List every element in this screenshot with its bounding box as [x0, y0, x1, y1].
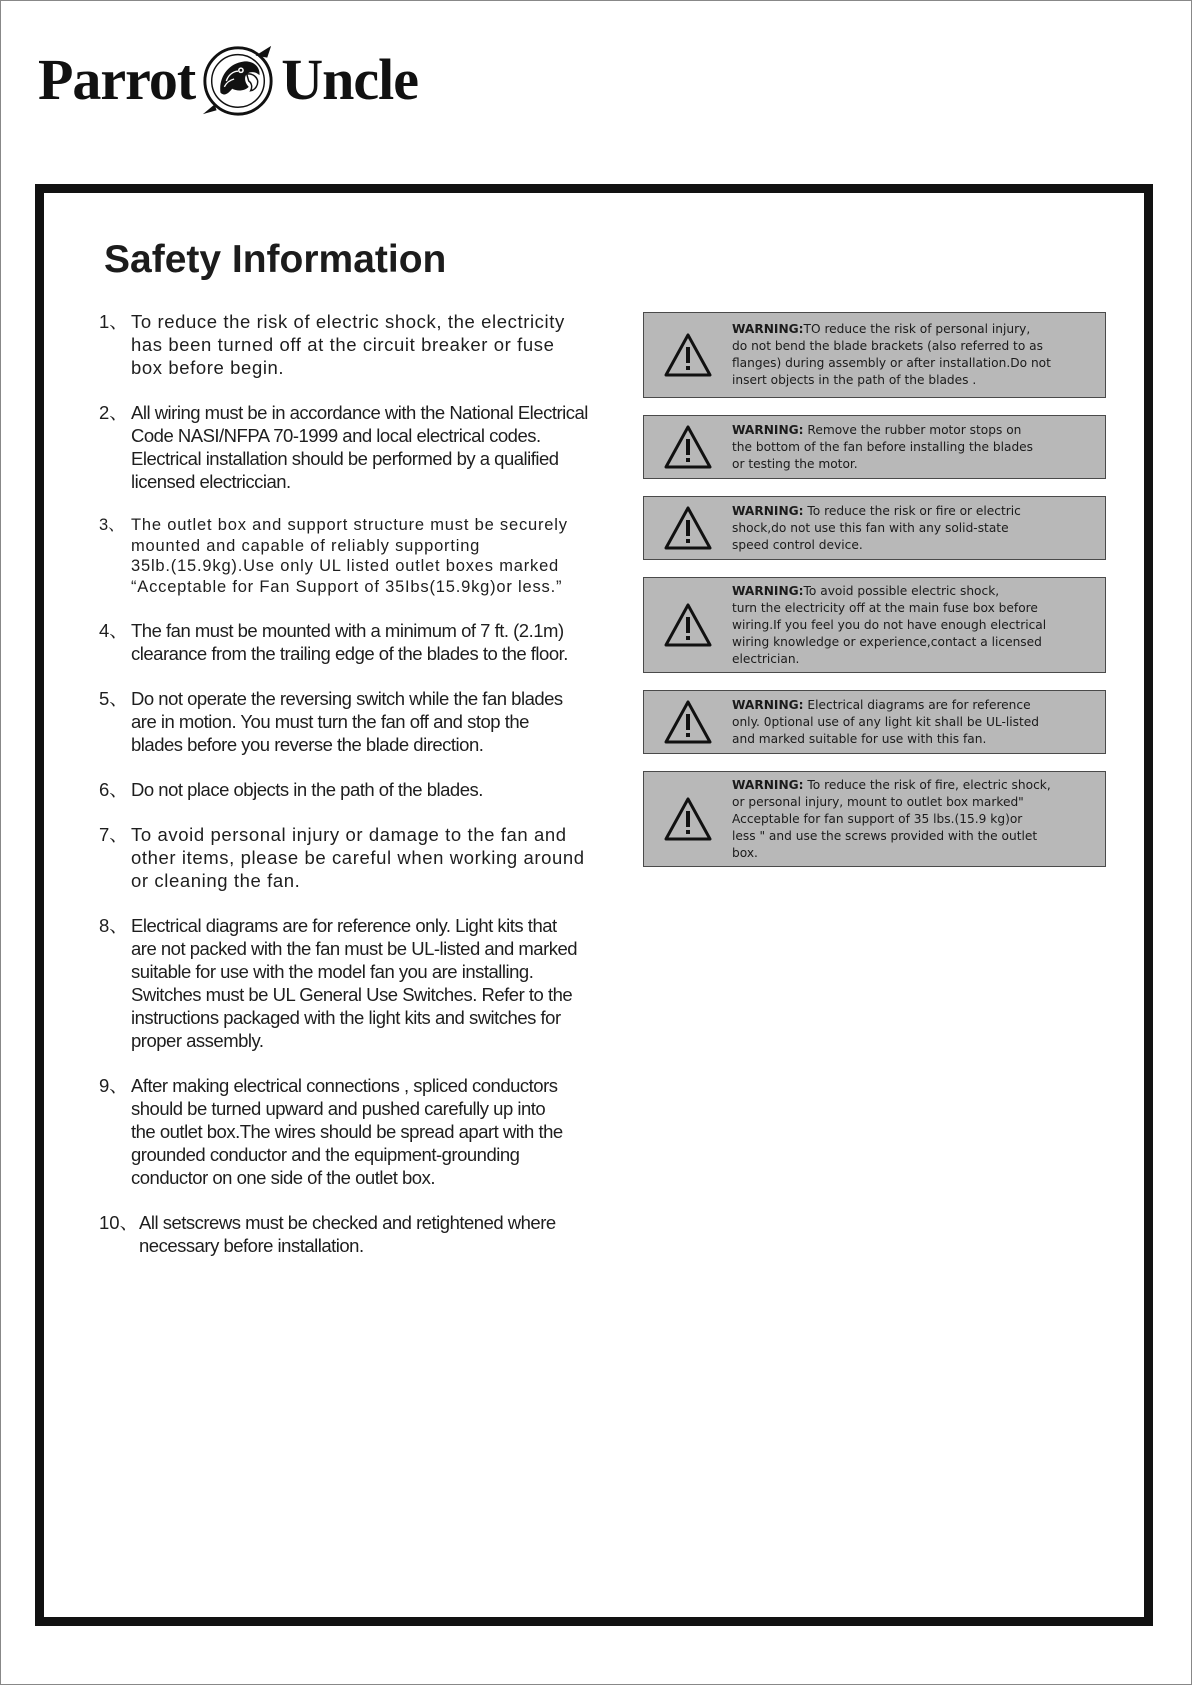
warning-triangle-icon — [644, 505, 732, 551]
warning-label: WARNING: — [732, 322, 804, 336]
warning-triangle-icon — [644, 699, 732, 745]
safety-item-6 — [99, 778, 639, 801]
safety-item-1 — [99, 310, 639, 379]
warning-body: Electrical diagrams are for reference only. 0ptional use of any light kit shall be UL-listed and marked suitable for use with this fan. — [732, 697, 1040, 746]
parrot-head-emblem-icon — [199, 42, 277, 118]
safety-item-2 — [99, 401, 639, 493]
safety-item-8 — [99, 914, 639, 1052]
item-text: Electrical diagrams are for reference only. Light kits that are not packed with the fan must be UL-listed and marked suitable for use with the model fan you are installing. Switches must be UL General Use Switches. Refer to the instructions packaged with the light kits and switches for proper assembly. — [131, 915, 578, 1051]
warning-body: To avoid possible electric shock, turn the electricity off at the main fuse box before wiring.If you feel you do not have enough electrical wiring knowledge or experience,contact a licensed electrician. — [732, 583, 1047, 666]
warning-label: WARNING: — [732, 422, 804, 437]
item-number: 2、 — [99, 402, 128, 423]
warning-label: WARNING: — [732, 583, 804, 598]
warning-box-2 — [643, 415, 1106, 479]
safety-list — [99, 310, 639, 1279]
item-text: All wiring must be in accordance with the National Electrical Code NASI/NFPA 70-1999 and local electrical codes. Electrical installation should be performed by a qualified licensed electriccian. — [131, 402, 588, 492]
item-text: All setscrews must be checked and retightened where necessary before installation. — [139, 1212, 556, 1256]
safety-item-10 — [99, 1211, 639, 1257]
warning-box-4 — [643, 577, 1106, 673]
warning-body: To reduce the risk or fire or electric shock,do not use this fan with any solid-state speed control device. — [732, 503, 1021, 552]
warning-triangle-icon — [644, 602, 732, 648]
warning-body: To reduce the risk of fire, electric shock, or personal injury, mount to outlet box marked" Acceptable for fan support of 35 lbs.(15.9 kg)or less " and use the screws provided with the outlet box. — [732, 777, 1051, 860]
item-number: 5、 — [99, 688, 128, 709]
warning-text — [732, 321, 1097, 389]
warning-body: TO reduce the risk of personal injury, do not bend the blade brackets (also referred to as flanges) during assembly or after installation.Do not insert objects in the path of the blades . — [732, 322, 1051, 387]
item-text: The fan must be mounted with a minimum of 7 ft. (2.1m) clearance from the trailing edge of the blades to the floor. — [131, 620, 568, 664]
warning-body: Remove the rubber motor stops on the bottom of the fan before installing the blades or testing the motor. — [732, 422, 1034, 471]
safety-item-5 — [99, 687, 639, 756]
item-text: To reduce the risk of electric shock, the electricity has been turned off at the circuit breaker or fuse box before begin. — [131, 311, 565, 378]
warning-box-3 — [643, 496, 1106, 560]
safety-item-4 — [99, 619, 639, 665]
warning-triangle-icon — [644, 796, 732, 842]
item-number: 6、 — [99, 779, 128, 800]
warning-label: WARNING: — [732, 503, 804, 518]
page-title: Safety Information — [104, 238, 447, 281]
brand-logo — [38, 42, 418, 118]
item-number: 4、 — [99, 620, 128, 641]
warning-triangle-icon — [644, 332, 732, 378]
item-number: 9、 — [99, 1075, 128, 1096]
item-number: 3、 — [99, 516, 125, 534]
safety-item-7 — [99, 823, 639, 892]
item-number: 8、 — [99, 915, 128, 936]
warning-box-5 — [643, 690, 1106, 754]
warning-box-1 — [643, 312, 1106, 398]
item-number: 1、 — [99, 311, 128, 332]
warnings-column — [643, 312, 1106, 884]
item-text: To avoid personal injury or damage to the fan and other items, please be careful when working around or cleaning the fan. — [131, 824, 585, 891]
warning-text — [732, 777, 1097, 862]
warning-label: WARNING: — [732, 697, 804, 712]
safety-item-3 — [99, 515, 639, 597]
warning-label: WARNING: — [732, 777, 804, 792]
warning-box-6 — [643, 771, 1106, 867]
item-text: Do not operate the reversing switch while the fan blades are in motion. You must turn the fan off and stop the blades before you reverse the blade direction. — [131, 688, 563, 755]
item-text: The outlet box and support structure must be securely mounted and capable of reliably supporting 35lb.(15.9kg).Use only UL listed outlet boxes marked “Acceptable for Fan Support of 35Ibs(15.9kg)or less.” — [131, 516, 568, 596]
safety-item-9 — [99, 1074, 639, 1189]
warning-text — [732, 422, 1097, 473]
warning-triangle-icon — [644, 424, 732, 470]
brand-word-right: Uncle — [281, 47, 418, 112]
item-text: After making electrical connections , spliced conductors should be turned upward and pushed carefully up into the outlet box.The wires should be spread apart with the grounded conductor and the equipment-grounding conductor on one side of the outlet box. — [131, 1075, 563, 1188]
warning-text — [732, 697, 1097, 748]
brand-word-left: Parrot — [38, 47, 196, 112]
warning-text — [732, 583, 1097, 668]
item-text: Do not place objects in the path of the blades. — [131, 779, 483, 800]
warning-text — [732, 503, 1097, 554]
item-number: 7、 — [99, 824, 128, 845]
item-number: 10、 — [99, 1212, 139, 1233]
